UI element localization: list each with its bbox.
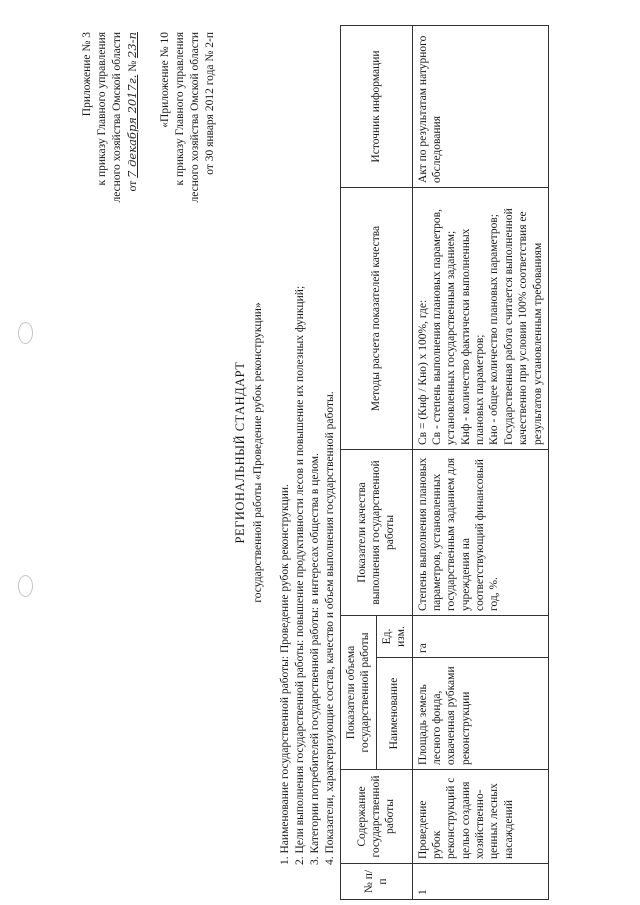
document-title bbox=[233, 0, 265, 905]
header-volume-unit: Ед. изм. bbox=[376, 615, 412, 657]
appendix-date-line bbox=[125, 32, 141, 203]
title-main: РЕГИОНАЛЬНЫЙ СТАНДАРТ bbox=[233, 361, 247, 544]
list-item: 3. Категории потребителей государственной работы: в интересах общества в целом. bbox=[308, 453, 321, 865]
header-source: Источник информации bbox=[341, 25, 413, 187]
method-line: Кно - общее количество плановых параметров; bbox=[488, 214, 501, 445]
handwritten-number: 23-п bbox=[124, 32, 139, 58]
table-row bbox=[412, 25, 548, 899]
list-item: 4. Показатели, характеризующие состав, качество и объем выполнения государственной работы. bbox=[323, 391, 336, 865]
prev-appendix-date: от 30 января 2012 года № 2-п bbox=[203, 32, 216, 175]
appendix-title: Приложение № 3 bbox=[81, 32, 93, 117]
header-quality: Показатели качества выполнения государственной работы bbox=[341, 449, 413, 615]
standard-table bbox=[340, 26, 549, 900]
header-content: Содержание государственной работы bbox=[341, 770, 413, 864]
cell-volume-unit: га bbox=[412, 615, 548, 657]
number-label: № bbox=[126, 60, 139, 72]
header-method: Методы расчета показателей качества bbox=[341, 187, 413, 449]
prev-appendix-title: «Приложение № 10 bbox=[159, 32, 171, 128]
title-sub: государственной работы «Проведение рубок реконструкции» bbox=[251, 302, 264, 603]
header-volume-name: Наименование bbox=[376, 658, 412, 770]
appendix-line: лесного хозяйства Омской области bbox=[110, 32, 123, 203]
cell-volume-name: Площадь земель лесного фонда, охваченная рубками реконструкции bbox=[412, 658, 548, 770]
cell-quality: Степень выполнения плановых параметров, установленных государственным заданием для учреждения на соответствующий финансовый год, %. bbox=[412, 449, 548, 615]
numbered-items bbox=[278, 286, 338, 865]
cell-source: Акт по результатам натурного обследования bbox=[412, 25, 548, 187]
prev-appendix-line: к приказу Главного управления bbox=[173, 32, 186, 186]
cell-num: 1 bbox=[412, 864, 548, 900]
appendix-line: к приказу Главного управления bbox=[95, 32, 108, 186]
header-volume: Показатели объема государственной работы bbox=[341, 615, 377, 769]
from-label: от bbox=[126, 180, 139, 192]
previous-appendix-header bbox=[158, 32, 218, 203]
cell-method bbox=[412, 187, 548, 449]
method-formula: Св = (Кнф / Кно) х 100%, где: bbox=[416, 299, 429, 445]
list-item: 1. Наименование государственной работы: Проведение рубок реконструкции. bbox=[279, 484, 291, 865]
cell-content: Проведение рубок реконструкций с целью создания хозяйственно-ценных лесных насаждений bbox=[412, 770, 548, 864]
method-line: Св - степень выполнения плановых параметров, установленных государственным заданием; bbox=[430, 209, 458, 445]
method-line: Кнф - количество фактически выполненных плановых параметров; bbox=[459, 228, 486, 445]
appendix-header bbox=[80, 32, 141, 203]
handwritten-date: 7 декабря 2017г. bbox=[124, 74, 139, 178]
list-item: 2. Цели выполнения государственной работы: повышение продуктивности лесов и повышение их полезных функций; bbox=[293, 285, 306, 865]
prev-appendix-line: лесного хозяйства Омской области bbox=[188, 32, 201, 203]
header-num: № п/п bbox=[341, 864, 413, 900]
method-line: Государственная работа считается выполненной качественно при условии 100% соответствия ее результатов установленным требованиям bbox=[502, 208, 544, 445]
